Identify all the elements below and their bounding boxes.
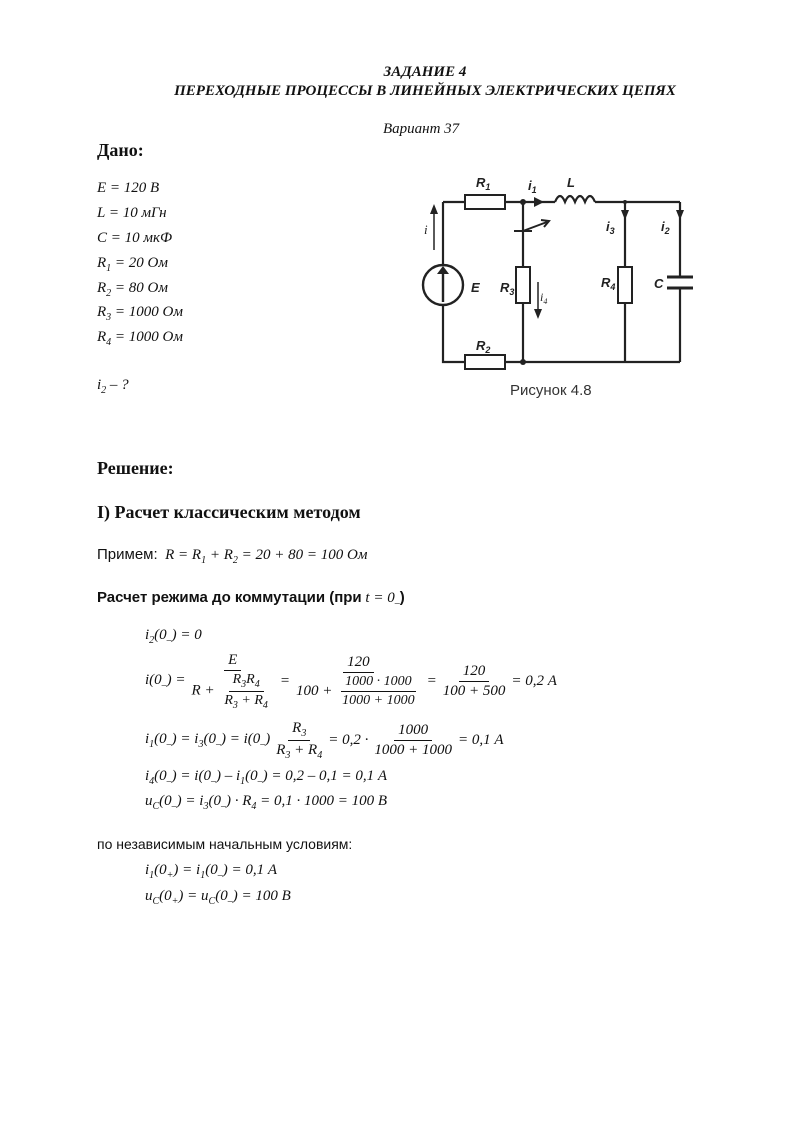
variant-label: Вариант 37 <box>383 121 460 137</box>
label-i4: $i_4$ <box>540 290 548 306</box>
resistor-r3 <box>516 267 530 303</box>
resistor-r2 <box>465 355 505 369</box>
arrow-i1-icon <box>534 197 544 207</box>
circuit-diagram <box>410 170 710 405</box>
label-i2: $i_2$ <box>661 219 670 236</box>
inductor-l <box>555 196 595 202</box>
arrow-i3-icon <box>621 210 629 220</box>
given-heading: Дано: <box>97 140 144 160</box>
label-r4: $R_4$ <box>601 275 616 292</box>
voltage-source-e <box>423 265 463 305</box>
label-i: i <box>424 222 428 237</box>
given-R1: $R_1 = 20$ Ом <box>97 255 168 274</box>
given-R3: $R_3 = 1000$ Ом <box>97 304 183 323</box>
label-i3: $i_3$ <box>606 219 615 236</box>
eq-uc-0: $u_C(0_-) = i_3(0_-) \cdot R_4 = 0,1 \cdot 1000 = 100$ В <box>145 793 388 812</box>
figure-caption: Рисунок 4.8 <box>510 382 592 399</box>
switch-icon <box>514 216 549 248</box>
arrow-i-icon <box>430 204 438 250</box>
label-e: E <box>471 280 480 295</box>
label-c: C <box>654 276 664 291</box>
given-C: C = 10 мкФ <box>97 230 173 246</box>
given-R4: $R_4 = 1000$ Ом <box>97 329 183 348</box>
eq-i1-0: $i_1(0_-) = i_3(0_-) = i(0_-)$ $\frac{R_3}{R_3 + R_4}$ = 0,2 · $\frac{1000}{1000 + 1000}$ = 0,1 А <box>145 720 504 761</box>
eq-i1-plus: $i_1(0_+) = i_1(0_-) = 0,1$ А <box>145 862 278 881</box>
given-E: E = 120 В <box>97 180 160 196</box>
label-r3: $R_3$ <box>500 280 515 297</box>
solution-heading: Решение: <box>97 458 174 478</box>
accept-line: Примем: $R = R_1 + R_2 = 20 + 80 = 100$ Ом <box>97 546 368 566</box>
independent-conditions-label: по независимым начальным условиям: <box>97 836 353 852</box>
eq-i-0: $i(0_-)$ = E R + $\frac{R_3R_4}{R_3 + R_4}$ = 120 100 + $\frac{1000 \cdot 1000}{1000 + 1000}$ = $\frac{120}{100 + 500}$ = 0,2 А <box>145 652 557 711</box>
label-r1: $R_1$ <box>476 175 491 192</box>
given-L: L = 10 мГн <box>97 205 167 221</box>
capacitor-c <box>667 277 693 288</box>
arrow-i2-icon <box>676 210 684 220</box>
eq-uc-plus: $u_C(0_+) = u_C(0_-) = 100$ В <box>145 888 291 907</box>
resistor-r4 <box>618 267 632 303</box>
task-title: ЗАДАНИЕ 4 <box>383 64 467 80</box>
given-R2: $R_2 = 80$ Ом <box>97 280 168 299</box>
label-i1: $i_1$ <box>528 178 537 195</box>
before-switching-heading: Расчет режима до коммутации (при $t = 0_-$) <box>97 589 405 609</box>
eq-i4-0: $i_4(0_-) = i(0_-) - i_1(0_-) = 0,2 - 0,1 = 0,1$ А <box>145 768 388 787</box>
given-find: $i_2$ – ? <box>97 377 129 396</box>
method-heading: I) Расчет классическим методом <box>97 502 361 522</box>
resistor-r1 <box>465 195 505 209</box>
task-topic: ПЕРЕХОДНЫЕ ПРОЦЕССЫ В ЛИНЕЙНЫХ ЭЛЕКТРИЧЕСКИХ ЦЕПЯХ <box>174 83 676 99</box>
label-l: L <box>567 175 575 190</box>
label-r2: $R_2$ <box>476 338 491 355</box>
eq-i2-0: $i_2(0_-) = 0$ <box>145 627 202 646</box>
